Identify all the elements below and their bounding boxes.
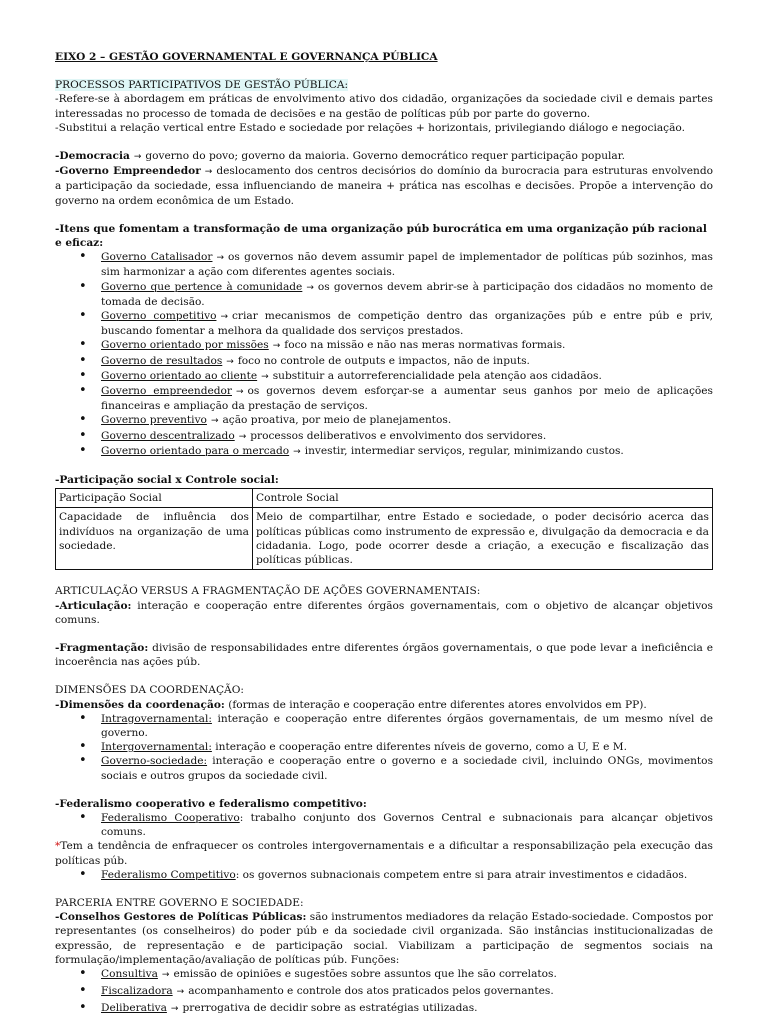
item-text: os governos devem abrir-se à participação dos cidadãos no momento de tomada de decisão.: [101, 280, 713, 308]
list-item: [101, 984, 713, 999]
arrow-icon: →: [306, 282, 314, 293]
arrow-icon: →: [176, 987, 185, 998]
list-item: [101, 384, 713, 413]
item-text: : trabalho conjunto dos Governos Central e subnacionais para alcançar objetivos comuns.: [101, 811, 713, 839]
definition-text: interação e cooperação entre diferentes órgãos governamentais, com o objetivo de alcançar objetivos comuns.: [55, 599, 713, 626]
item-term: Governo competitivo: [101, 310, 217, 323]
list-item: [101, 280, 713, 309]
list-item: [101, 712, 713, 740]
item-term: Governo preventivo: [101, 414, 207, 427]
item-term: Intragovernamental:: [101, 712, 212, 725]
item-term: Intergovernamental:: [101, 741, 212, 754]
table-cell: Capacidade de influência dos indivíduos na organização de uma sociedade.: [56, 508, 253, 570]
item-text: acompanhamento e controle dos atos praticados pelos governantes.: [188, 985, 554, 998]
list-item: [101, 354, 713, 369]
section-participacao: [55, 473, 713, 570]
table-header-cell: Controle Social: [253, 489, 713, 508]
item-term: Governo que pertence à comunidade: [101, 280, 303, 293]
item-text: criar mecanismos de competição dentro das organizações púb e entre púb e priv, buscando fomentar a melhora da qualidade dos serviços prestados.: [101, 310, 713, 338]
note: [55, 839, 713, 867]
item-text: ação proativa, por meio de planejamentos.: [222, 414, 452, 427]
list-item: [101, 338, 713, 353]
term: -Governo Empreendedor: [55, 165, 201, 178]
item-term: Governo empreendedor: [101, 385, 232, 398]
item-term: Governo orientado por missões: [101, 339, 269, 352]
section-heading-processos: PROCESSOS PARTICIPATIVOS DE GESTÃO PÚBLICA:: [55, 79, 349, 92]
list-item: [101, 429, 713, 444]
section-articulacao: [55, 584, 713, 669]
arrow-icon: →: [238, 431, 247, 442]
item-text: os governos não devem assumir papel de implementador de políticas púb sozinhos, mas sim harmonizar a ação com diferentes agentes sociais.: [101, 251, 713, 279]
list-item: [101, 413, 713, 428]
section-heading-itens: -Itens que fomentam a transformação de uma organização púb burocrática em uma organização púb racional e eficaz:: [55, 222, 707, 250]
note-text: Tem a tendência de enfraquecer os controles intergovernamentais e a dificultar a responsabilização pela execução das políticas púb.: [55, 840, 713, 867]
item-term: Fiscalizadora: [101, 985, 173, 998]
table-header-cell: Participação Social: [56, 489, 253, 508]
section-heading-participacao: -Participação social x Controle social:: [55, 474, 279, 487]
item-term: Governo-sociedade:: [101, 755, 208, 768]
arrow-icon: →: [204, 167, 213, 178]
item-text: : os governos subnacionais competem entre si para atrair investimentos e cidadãos.: [235, 868, 688, 881]
definition-articulacao: [55, 599, 713, 627]
funcoes-list: [55, 967, 713, 1017]
item-text: processos deliberativos e envolvimento dos servidores.: [250, 429, 547, 442]
section-heading-parceria: PARCERIA ENTRE GOVERNO E SOCIEDADE:: [55, 896, 304, 909]
item-term: Federalismo Cooperativo: [101, 811, 240, 824]
item-text: os governos devem esforçar-se a aumentar seus ganhos por meio de aplicações financeiras e ampliação da prestação de serviços.: [101, 385, 713, 413]
definition-text: governo do povo; governo da maioria. Governo democrático requer participação popular.: [145, 150, 625, 163]
federalismo-list-a: [55, 811, 713, 839]
paragraph: -Substitui a relação vertical entre Estado e sociedade por relações + horizontais, privilegiando diálogo e negociação.: [55, 121, 685, 134]
arrow-icon: →: [226, 356, 234, 367]
definition-text: (formas de interação e cooperação entre diferentes atores envolvidos em PP).: [228, 698, 647, 711]
definition-text: deslocamento dos centros decisórios do domínio da burocracia para estruturas envolvendo a participação da sociedade, essa influenciando de maneira + prática nas escolhas e decisões. Propõe a intervenção do governo na ordem econômica de um Estado.: [55, 165, 713, 207]
table-cell: Meio de compartilhar, entre Estado e sociedade, o poder decisório acerca das políticas públicas como instrumento de expressão e, divulgação da democracia e da cidadania. Logo, pode ocorrer desde a criação, a execução e fiscalização das políticas públicas.: [253, 508, 713, 570]
section-dimensoes: [55, 683, 713, 782]
definition-democracia: [55, 149, 713, 164]
item-text: interação e cooperação entre diferentes níveis de governo, como a U, E e M.: [215, 741, 627, 754]
list-item: [101, 369, 713, 384]
asterisk-icon: *: [55, 840, 61, 853]
section-heading-dimensoes: DIMENSÕES DA COORDENAÇÃO:: [55, 684, 244, 697]
item-term: Deliberativa: [101, 1002, 167, 1015]
section-parceria: [55, 896, 713, 1017]
term: -Fragmentação:: [55, 641, 149, 654]
item-term: Federalismo Competitivo: [101, 868, 236, 881]
arrow-icon: →: [236, 387, 244, 398]
item-term: Governo de resultados: [101, 354, 223, 367]
dimensoes-list: [55, 712, 713, 783]
arrow-icon: →: [210, 416, 219, 427]
item-text: substituir a autorreferencialidade pela atenção aos cidadãos.: [272, 369, 602, 382]
list-item: [101, 868, 713, 882]
item-term: Governo orientado ao cliente: [101, 369, 258, 382]
term: -Conselhos Gestores de Políticas Públicas:: [55, 911, 307, 924]
page-title: EIXO 2 – GESTÃO GOVERNAMENTAL E GOVERNANÇA PÚBLICA: [55, 51, 438, 63]
item-text: interação e cooperação entre o governo e a sociedade civil, incluindo ONGs, movimentos sociais e outros grupos da sociedade civil.: [101, 755, 714, 782]
item-text: foco na missão e não nas meras normativas formais.: [284, 339, 566, 352]
definition-text: divisão de responsabilidades entre diferentes órgãos governamentais, o que pode levar a ineficiência e incoerência nas ações púb.: [55, 641, 713, 669]
item-term: Governo Catalisador: [101, 251, 213, 264]
item-text: prerrogativa de decidir sobre as estratégias utilizadas.: [182, 1002, 478, 1015]
table-header-row: [56, 489, 713, 508]
arrow-icon: →: [133, 152, 142, 163]
item-term: Governo descentralizado: [101, 429, 235, 442]
section-processos: [55, 78, 713, 208]
arrow-icon: →: [220, 312, 228, 323]
list-item: [101, 309, 713, 338]
document-page: [55, 50, 713, 1017]
itens-list: [55, 250, 713, 459]
section-itens: [55, 222, 713, 459]
definition-dimensoes: [55, 698, 713, 712]
definition-conselhos: [55, 910, 713, 967]
arrow-icon: →: [161, 969, 170, 980]
definition-fragmentacao: [55, 641, 713, 669]
item-term: Consultiva: [101, 967, 158, 980]
list-item: [101, 754, 713, 782]
paragraph: -Refere-se à abordagem em práticas de envolvimento ativo dos cidadão, organizações da sociedade civil e demais partes interessadas no processo de tomada de decisões e na gestão de políticas púb por parte do governo.: [55, 93, 713, 120]
list-item: [101, 1001, 713, 1016]
term: -Articulação:: [55, 599, 132, 612]
comparison-table: [55, 488, 713, 570]
arrow-icon: →: [293, 446, 301, 457]
item-text: investir, intermediar serviços, regular, minimizando custos.: [304, 444, 624, 457]
item-term: Governo orientado para o mercado: [101, 444, 290, 457]
list-item: [101, 250, 713, 279]
item-text: foco no controle de outputs e impactos, não de inputs.: [237, 354, 530, 367]
arrow-icon: →: [216, 253, 225, 264]
list-item: [101, 811, 713, 839]
section-heading-articulacao: ARTICULAÇÃO VERSUS A FRAGMENTAÇÃO DE AÇÕES GOVERNAMENTAIS:: [55, 585, 481, 598]
arrow-icon: →: [272, 341, 281, 352]
list-item: [101, 740, 713, 754]
list-item: [101, 967, 713, 982]
table-row: [56, 508, 713, 570]
item-text: emissão de opiniões e sugestões sobre assuntos que lhe são correlatos.: [173, 967, 557, 980]
federalismo-list-b: [55, 868, 713, 882]
definition-text: são instrumentos mediadores da relação Estado-sociedade. Compostos por representantes (os conselheiros) do poder púb e da sociedade civil organizada. São instâncias institucionalizadas de expressão, de representação e de participação social. Viabilizam a participação de segmentos sociais na formulação/implementação/avaliação de políticas púb. Funções:: [55, 911, 713, 966]
section-heading-federalismo: -Federalismo cooperativo e federalismo competitivo:: [55, 797, 367, 810]
arrow-icon: →: [261, 371, 269, 382]
list-item: [101, 444, 713, 459]
definition-governo-empreendedor: [55, 164, 713, 208]
section-federalismo: [55, 797, 713, 882]
item-text: interação e cooperação entre diferentes órgãos governamentais, de um mesmo nível de governo.: [101, 712, 713, 739]
term: -Dimensões da coordenação:: [55, 698, 225, 711]
arrow-icon: →: [170, 1004, 179, 1015]
term: -Democracia: [55, 150, 130, 163]
